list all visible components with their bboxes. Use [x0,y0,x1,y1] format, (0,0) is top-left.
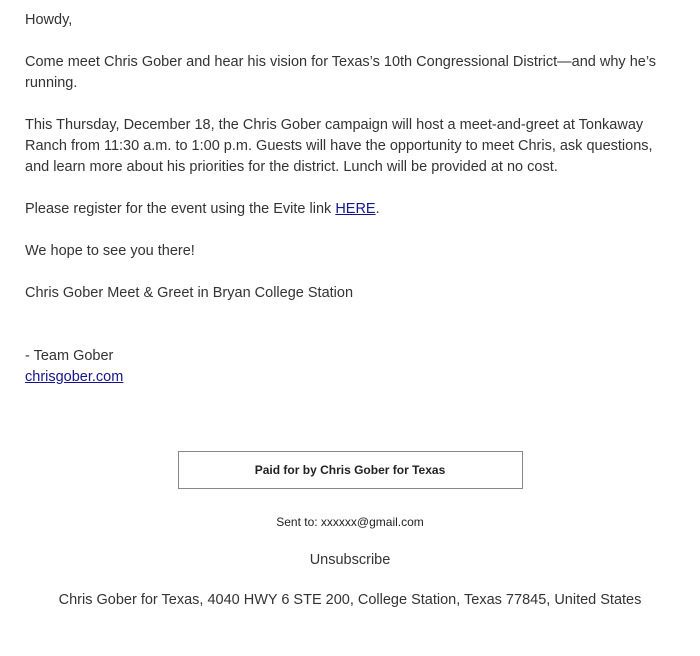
paid-for-disclaimer: Paid for by Chris Gober for Texas [178,451,523,489]
website-link[interactable]: chrisgober.com [25,369,124,385]
register-paragraph [25,199,675,220]
register-text: Please register for the event using the Evite link [25,201,336,217]
email-footer [0,451,700,608]
hope-paragraph: We hope to see you there! [25,243,195,259]
intro-paragraph: Come meet Chris Gober and hear his vision for Texas’s 10th Congressional District—and why he’s running. [25,54,657,91]
event-paragraph: This Thursday, December 18, the Chris Gober campaign will host a meet-and-greet at Tonkaway Ranch from 11:30 a.m. to 1:00 p.m. Guests will have the opportunity to meet Chris, ask questions, and learn more about his priorities for the district. Lunch will be provided at no cost. [25,117,653,175]
signoff: - Team Gober [25,348,114,364]
sent-to-text: Sent to: xxxxxx@gmail.com [276,515,424,529]
unsubscribe-link[interactable]: Unsubscribe [309,552,391,568]
email-body [25,10,675,388]
register-suffix: . [375,201,380,217]
greeting: Howdy, [25,12,73,28]
mailing-address: Chris Gober for Texas, 4040 HWY 6 STE 200, College Station, Texas 77845, United States [58,592,642,608]
meet-greet-title: Chris Gober Meet & Greet in Bryan College Station [25,285,354,301]
evite-link[interactable]: HERE [335,201,376,217]
